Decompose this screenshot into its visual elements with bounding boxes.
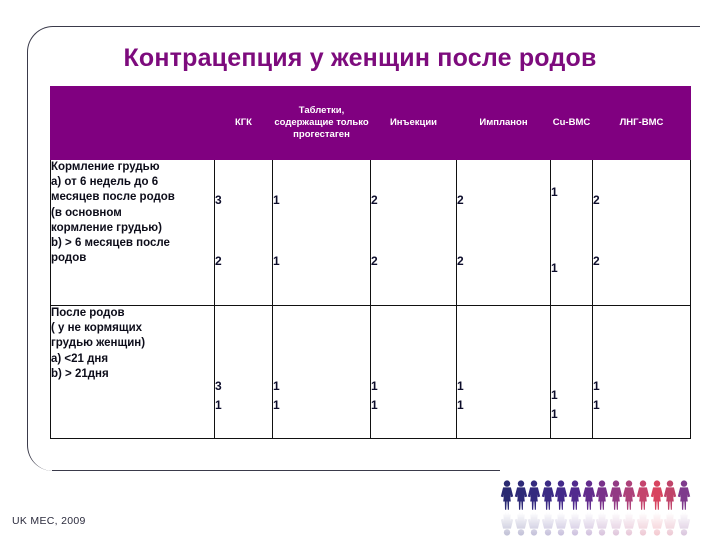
page-title: Контрацепция у женщин после родов [123, 44, 597, 72]
value-sub-b: 2 [371, 254, 378, 268]
value-sub-a: 1 [551, 388, 558, 402]
value-sub-b: 1 [457, 398, 464, 412]
female-figure-reflection-icon [636, 510, 650, 536]
value-sub-a: 2 [593, 193, 600, 207]
value-sub-b: 1 [273, 254, 280, 268]
column-header-cu-iud: Cu-ВМС [551, 87, 593, 160]
female-figure-reflection-icon [663, 510, 677, 536]
female-figure-icon [609, 480, 623, 510]
source-citation: UK MEC, 2009 [12, 515, 86, 527]
value-sub-a: 3 [215, 193, 222, 207]
column-header-lng-iud: ЛНГ-ВМС [593, 87, 691, 160]
female-figure-reflection-icon [541, 510, 555, 536]
cell-breastfeeding-kgk [215, 160, 273, 306]
cell-postpartum-pills [273, 306, 371, 439]
value-sub-b: 1 [551, 407, 558, 421]
female-figure-reflection-icon [595, 510, 609, 536]
cell-breastfeeding-cu-iud [551, 160, 593, 306]
cell-postpartum-cu-iud [551, 306, 593, 439]
row-label-breastfeeding: Кормление грудью a) от 6 недель до 6 месяцев после родов (в основном кормление грудью) b) > 6 месяцев после родов [51, 160, 215, 306]
female-figure-icon [582, 480, 596, 510]
female-figure-reflection-icon [568, 510, 582, 536]
female-figure-reflection-icon [514, 510, 528, 536]
female-figure-icon [595, 480, 609, 510]
female-figure-icon [527, 480, 541, 510]
column-header-injections: Инъекции [371, 87, 457, 160]
value-sub-b: 2 [215, 254, 222, 268]
value-sub-b: 1 [551, 261, 558, 275]
female-figure-icon [514, 480, 528, 510]
cell-breastfeeding-lng-iud [593, 160, 691, 306]
table-header-row [51, 87, 691, 160]
cell-postpartum-injections [371, 306, 457, 439]
value-sub-a: 1 [371, 379, 378, 393]
cell-postpartum-implanon [457, 306, 551, 439]
value-sub-b: 1 [593, 398, 600, 412]
female-figure-reflection-icon [609, 510, 623, 536]
value-sub-a: 2 [371, 193, 378, 207]
female-figure-reflection-icon [677, 510, 691, 536]
female-figure-icon [541, 480, 555, 510]
value-sub-a: 1 [593, 379, 600, 393]
column-header-implanon: Импланон [457, 87, 551, 160]
female-figure-icon [677, 480, 691, 510]
people-row-graphic [500, 466, 700, 536]
female-figure-icon [636, 480, 650, 510]
cell-breastfeeding-pills [273, 160, 371, 306]
cell-breastfeeding-injections [371, 160, 457, 306]
value-sub-a: 1 [273, 379, 280, 393]
value-sub-a: 2 [457, 193, 464, 207]
value-sub-b: 1 [215, 398, 222, 412]
value-sub-a: 1 [457, 379, 464, 393]
column-header-label [51, 87, 215, 160]
female-figure-reflection-icon [582, 510, 596, 536]
female-figure-reflection-icon [527, 510, 541, 536]
female-figure-reflection-icon [622, 510, 636, 536]
table-row [51, 306, 691, 439]
cell-postpartum-lng-iud [593, 306, 691, 439]
female-figure-icon [500, 480, 514, 510]
value-sub-b: 1 [273, 398, 280, 412]
value-sub-a: 3 [215, 379, 222, 393]
female-figure-icon [554, 480, 568, 510]
value-sub-b: 1 [371, 398, 378, 412]
slide-frame-baseline [52, 470, 500, 471]
cell-postpartum-kgk [215, 306, 273, 439]
female-figure-icon [663, 480, 677, 510]
value-sub-a: 1 [273, 193, 280, 207]
female-figure-icon [568, 480, 582, 510]
table-row [51, 160, 691, 306]
column-header-kgk: КГК [215, 87, 273, 160]
column-header-progestogen-pills: Таблетки, содержащие только прогестаген [273, 87, 371, 160]
value-sub-b: 2 [593, 254, 600, 268]
cell-breastfeeding-implanon [457, 160, 551, 306]
value-sub-b: 2 [457, 254, 464, 268]
row-label-postpartum-nonbreastfeeding: После родов ( у не кормящих грудью женщин) a) <21 дня b) > 21дня [51, 306, 215, 439]
female-figure-reflection-icon [650, 510, 664, 536]
value-sub-a: 1 [551, 185, 558, 199]
female-figure-icon [650, 480, 664, 510]
female-figure-icon [622, 480, 636, 510]
female-figure-reflection-icon [554, 510, 568, 536]
contraception-postpartum-table [50, 86, 691, 439]
female-figure-reflection-icon [500, 510, 514, 536]
